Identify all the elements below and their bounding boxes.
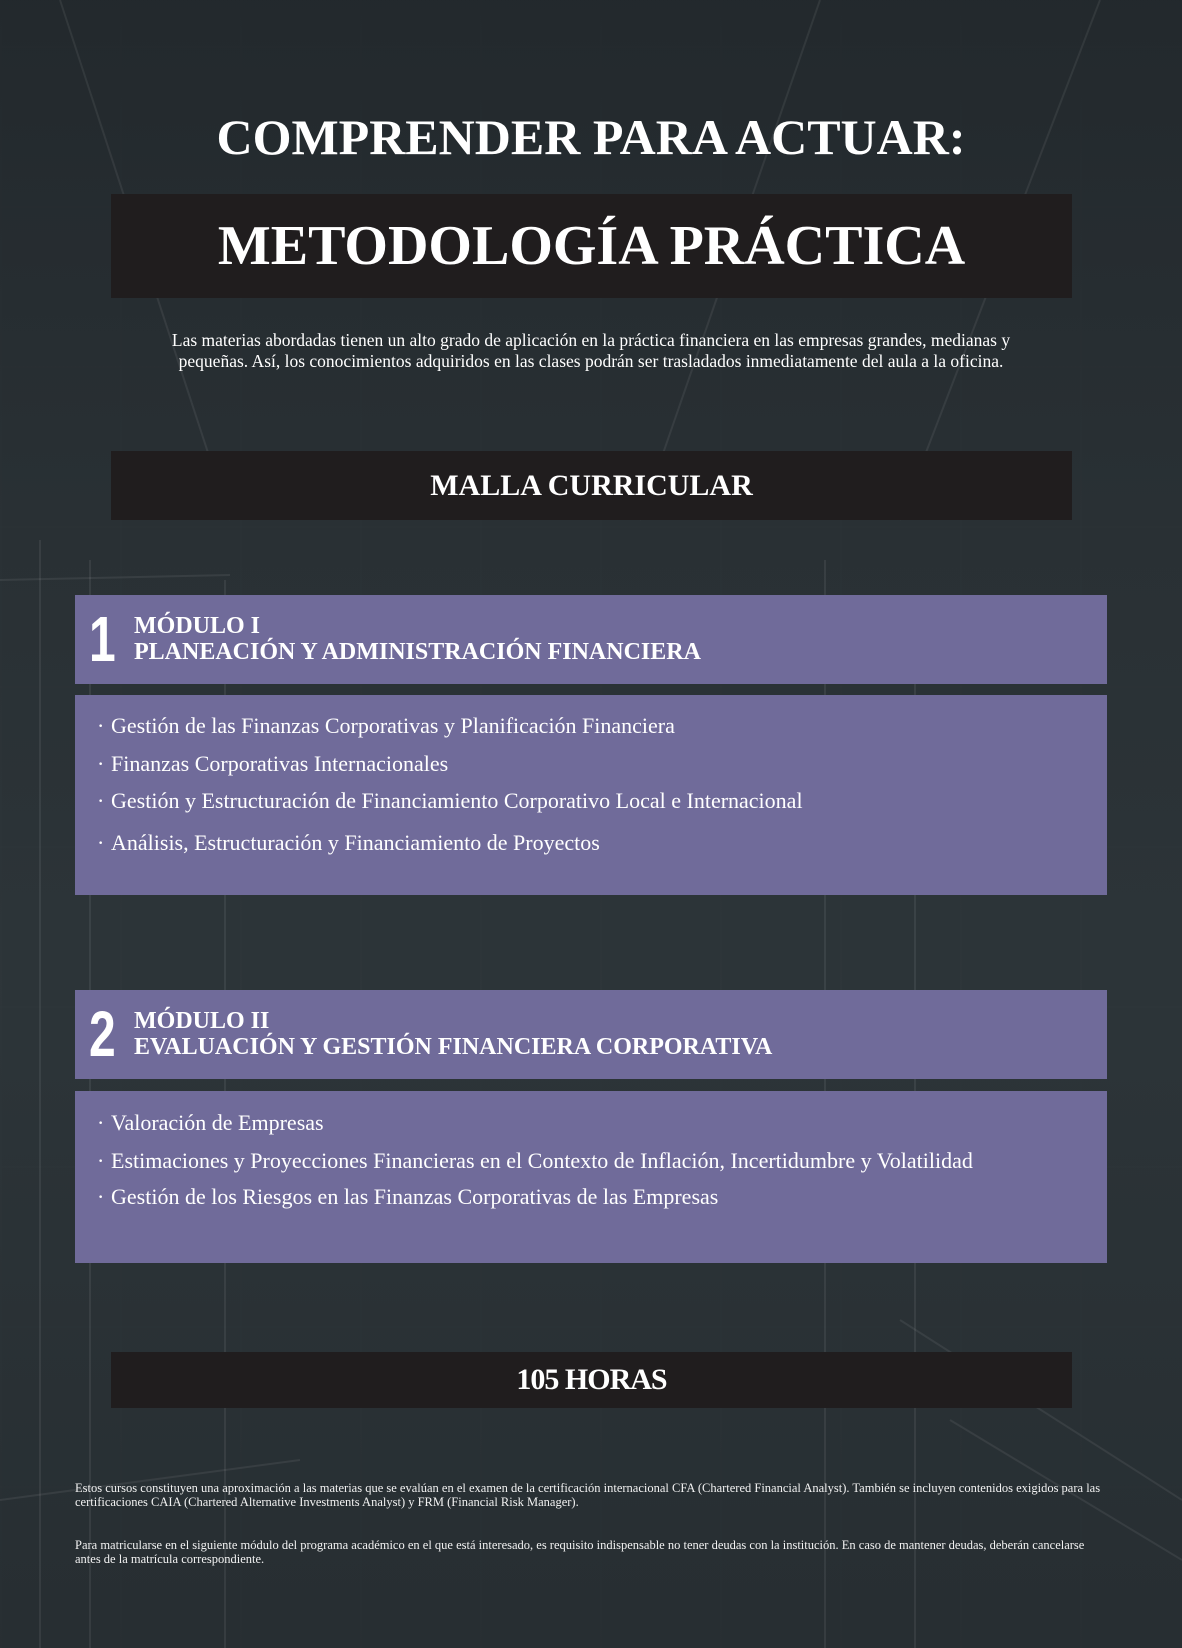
list-item: · Estimaciones y Proyecciones Financieras en el Contexto de Inflación, Incertidumbre y Volatilidad [97,1148,973,1173]
page-subtitle: METODOLOGÍA PRÁCTICA [111,194,1072,298]
module-1-number: 1 [89,603,116,675]
module-2-content [75,1091,1107,1263]
list-item: · Finanzas Corporativas Internacionales [97,751,449,776]
list-item: · Gestión de los Riesgos en las Finanzas Corporativas de las Empresas [97,1184,719,1209]
list-item: · Valoración de Empresas [97,1110,324,1135]
module-1-label: MÓDULO I [134,613,260,639]
module-1-header [75,595,1107,684]
module-2-title: EVALUACIÓN Y GESTIÓN FINANCIERA CORPORATIVA [134,1034,773,1060]
footer-note-certifications: Estos cursos constituyen una aproximación a las materias que se evalúan en el examen de la certificación internacional CFA (Chartered Financial Analyst). También se incluyen contenidos exigidos para las certificaciones CAIA (Chartered Alternative Investments Analyst) y FRM (Financial Risk Manager). [75,1481,1101,1509]
page-title: COMPRENDER PARA ACTUAR: [216,109,966,165]
module-1-title: PLANEACIÓN Y ADMINISTRACIÓN FINANCIERA [134,639,701,665]
list-item: · Gestión de las Finanzas Corporativas y Planificación Financiera [97,713,675,738]
intro-paragraph: Las materias abordadas tienen un alto grado de aplicación en la práctica financiera en las empresas grandes, medianas y pequeñas. Así, los conocimientos adquiridos en las clases podrán ser trasladados inmediatamente del aula a la oficina. [171,330,1011,371]
list-item: · Gestión y Estructuración de Financiamiento Corporativo Local e Internacional [97,788,803,813]
module-1-content [75,695,1107,895]
module-2-label: MÓDULO II [134,1008,270,1034]
hours-badge: 105 HORAS [111,1352,1072,1408]
module-2-number: 2 [89,998,116,1070]
section-title-malla: MALLA CURRICULAR [111,451,1072,520]
module-2-header [75,990,1107,1079]
footer-note-enrollment: Para matricularse en el siguiente módulo del programa académico en el que está interesado, es requisito indispensable no tener deudas con la institución. En caso de mantener deudas, deberán cancelarse antes de la matrícula correspondiente. [75,1538,1085,1566]
list-item: · Análisis, Estructuración y Financiamiento de Proyectos [97,830,600,855]
